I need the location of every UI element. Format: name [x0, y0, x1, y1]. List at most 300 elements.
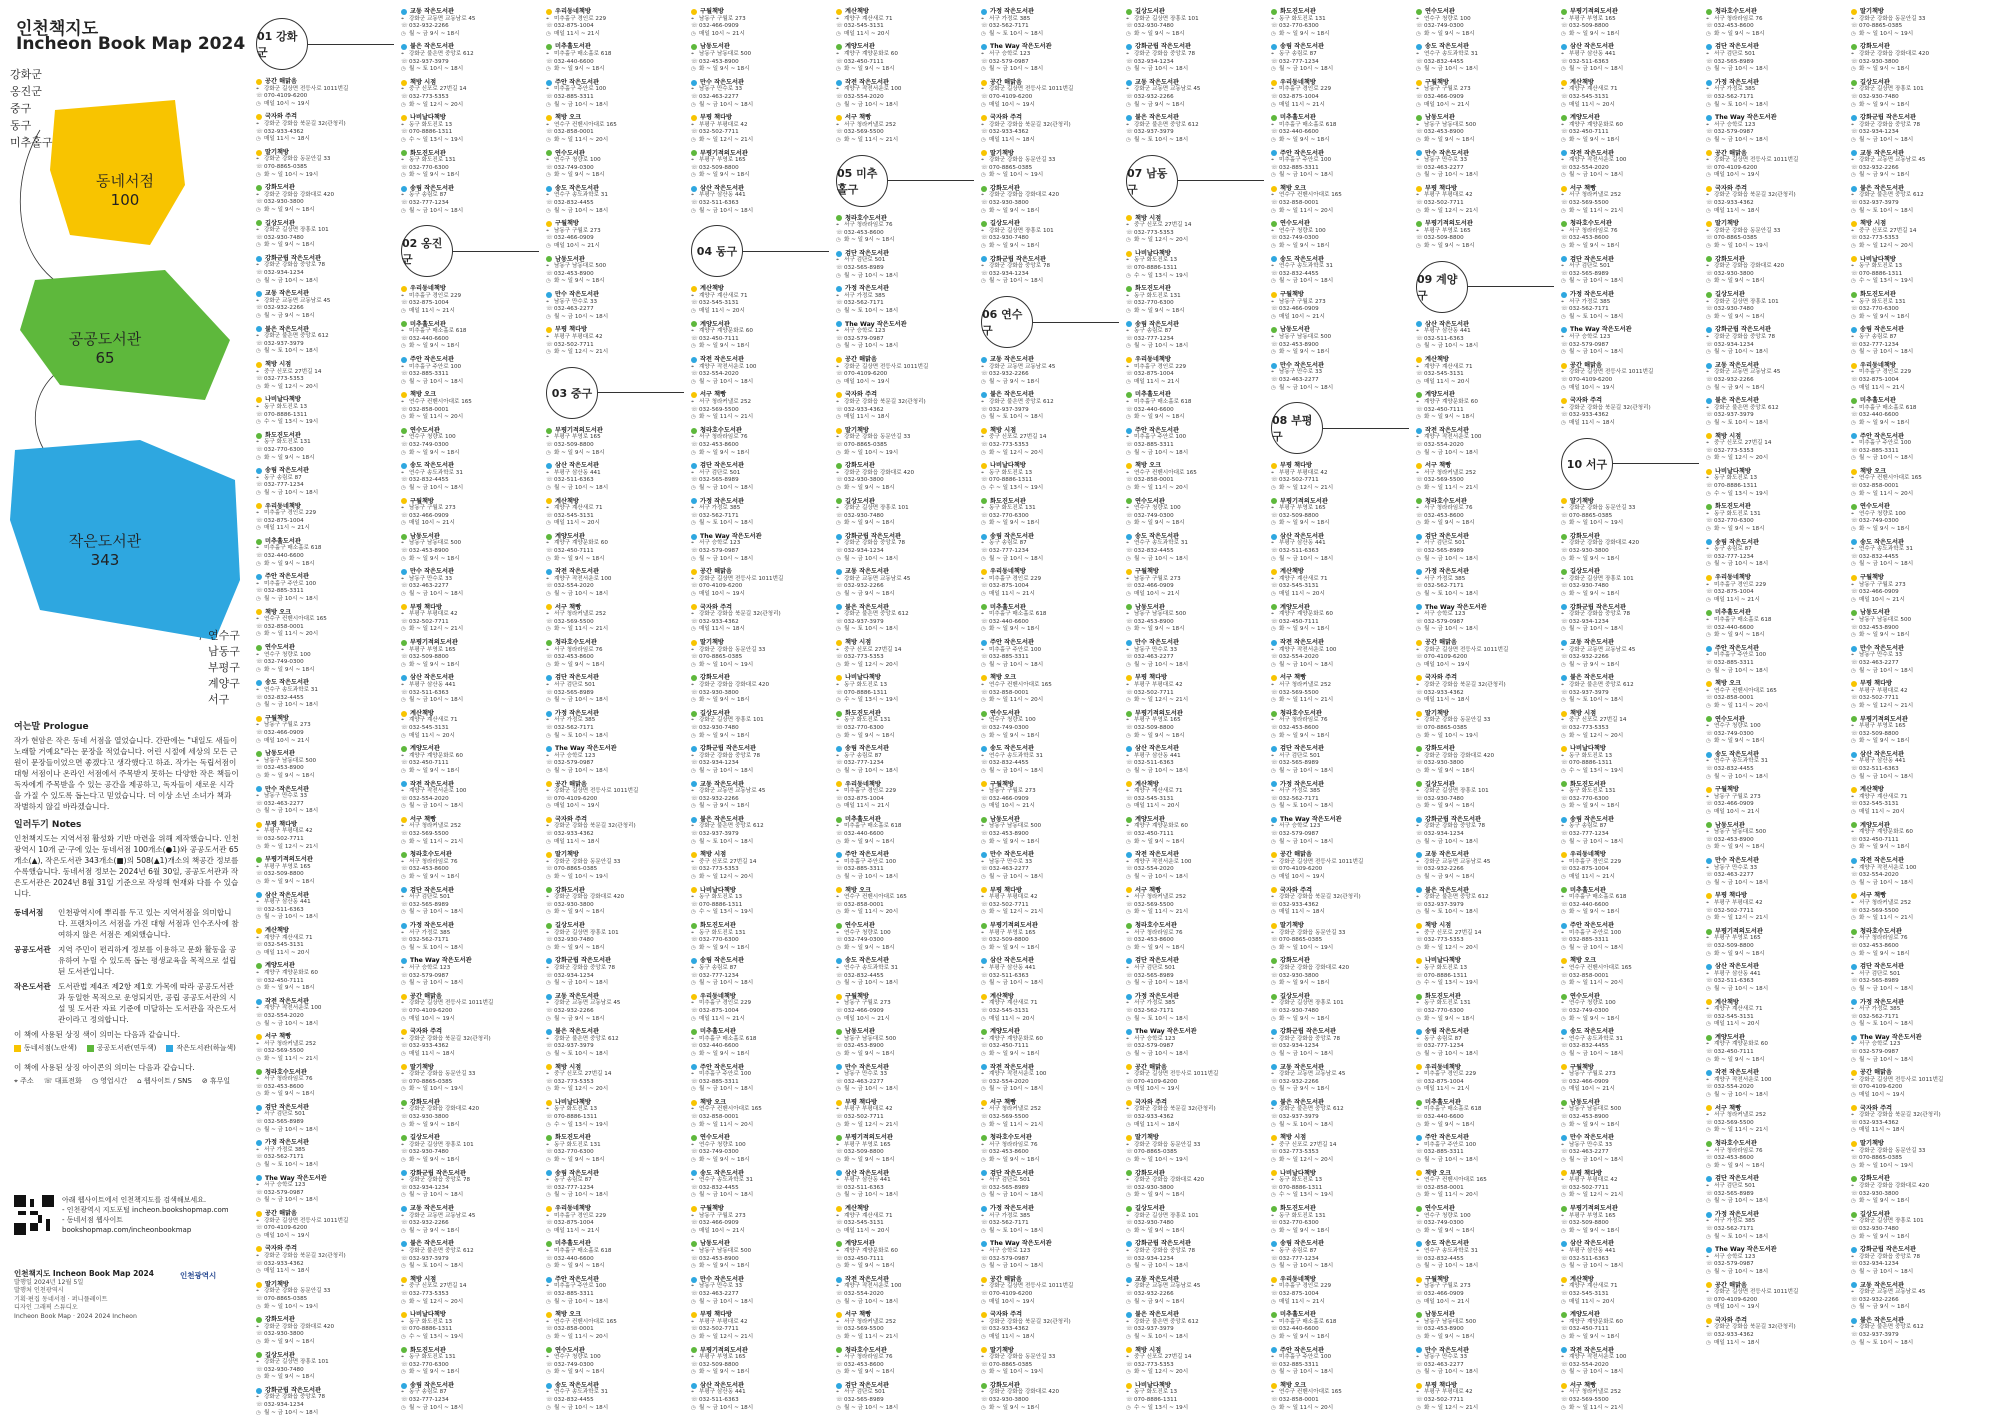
- place-phone[interactable]: ☏ 032-777-1234: [1851, 341, 1899, 348]
- place-phone[interactable]: ☏ 032-770-6300: [1706, 518, 1754, 525]
- list-item[interactable]: [691, 1347, 829, 1377]
- place-phone[interactable]: ☏ 032-934-1234: [256, 270, 304, 277]
- list-item[interactable]: [1271, 922, 1409, 952]
- place-phone[interactable]: ☏ 032-450-7111: [981, 1043, 1029, 1050]
- list-item[interactable]: [256, 255, 394, 285]
- place-phone[interactable]: ☏ 032-832-4455: [691, 1184, 739, 1191]
- list-item[interactable]: [1561, 220, 1699, 250]
- list-item[interactable]: [1561, 150, 1699, 180]
- place-phone[interactable]: ☏ 070-8886-1311: [1126, 1397, 1178, 1404]
- list-item[interactable]: [981, 639, 1119, 669]
- place-phone[interactable]: ☏ 032-569-5500: [1706, 1119, 1754, 1126]
- list-item[interactable]: [691, 1134, 829, 1164]
- place-phone[interactable]: ☏ 032-502-7711: [691, 129, 739, 136]
- place-phone[interactable]: ☏ 032-569-5500: [691, 406, 739, 413]
- place-phone[interactable]: ☏ 032-545-3131: [1706, 1013, 1754, 1020]
- place-phone[interactable]: ☏ 032-545-3131: [981, 1007, 1029, 1014]
- list-item[interactable]: [1851, 1282, 1989, 1312]
- place-phone[interactable]: ☏ 032-502-7711: [1271, 477, 1319, 484]
- place-phone[interactable]: ☏ 032-934-1234: [1126, 1255, 1174, 1262]
- place-phone[interactable]: ☏ 032-858-0001: [1561, 972, 1609, 979]
- list-item[interactable]: [546, 291, 684, 321]
- place-phone[interactable]: ☏ 032-545-3131: [1416, 371, 1464, 378]
- list-item[interactable]: [1561, 114, 1699, 144]
- place-phone[interactable]: ☏ 032-777-1234: [1271, 1255, 1319, 1262]
- list-item[interactable]: [1271, 1028, 1409, 1058]
- list-item[interactable]: [1561, 498, 1699, 528]
- place-phone[interactable]: ☏ 070-8886-1311: [836, 689, 888, 696]
- place-phone[interactable]: ☏ 032-509-8800: [1706, 942, 1754, 949]
- list-item[interactable]: [1851, 1105, 1989, 1135]
- list-item[interactable]: [1126, 781, 1264, 811]
- list-item[interactable]: [1706, 892, 1844, 922]
- list-item[interactable]: [1126, 498, 1264, 528]
- list-item[interactable]: [546, 568, 684, 598]
- list-item[interactable]: [256, 962, 394, 992]
- list-item[interactable]: [1851, 397, 1989, 427]
- place-phone[interactable]: ☏ 032-858-0001: [1416, 1184, 1464, 1191]
- place-phone[interactable]: ☏ 032-885-3311: [1271, 164, 1319, 171]
- place-phone[interactable]: ☏ 032-554-2020: [1561, 164, 1609, 171]
- list-item[interactable]: [836, 1311, 974, 1341]
- list-item[interactable]: [401, 1205, 539, 1235]
- place-phone[interactable]: ☏ 032-440-6600: [1561, 901, 1609, 908]
- list-item[interactable]: [981, 1205, 1119, 1235]
- place-phone[interactable]: ☏ 032-875-1004: [1271, 93, 1319, 100]
- place-phone[interactable]: ☏ 032-875-1004: [1126, 371, 1174, 378]
- list-item[interactable]: [1561, 1205, 1699, 1235]
- list-item[interactable]: [546, 1134, 684, 1164]
- place-phone[interactable]: ☏ 032-770-6300: [1416, 1007, 1464, 1014]
- list-item[interactable]: [546, 710, 684, 740]
- place-phone[interactable]: ☏ 032-579-0987: [836, 335, 884, 342]
- place-phone[interactable]: ☏ 032-565-8989: [836, 1397, 884, 1404]
- place-phone[interactable]: ☏ 032-579-0987: [1126, 1043, 1174, 1050]
- list-item[interactable]: [1416, 150, 1554, 180]
- list-item[interactable]: [1851, 79, 1989, 109]
- place-phone[interactable]: ☏ 032-832-4455: [546, 1397, 594, 1404]
- place-phone[interactable]: ☏ 032-509-8800: [256, 871, 304, 878]
- place-phone[interactable]: ☏ 032-450-7111: [401, 760, 449, 767]
- place-phone[interactable]: ☏ 032-453-8600: [546, 654, 594, 661]
- list-item[interactable]: [981, 462, 1119, 492]
- place-phone[interactable]: ☏ 032-569-5500: [1851, 907, 1899, 914]
- place-phone[interactable]: ☏ 032-930-7480: [836, 512, 884, 519]
- place-phone[interactable]: ☏ 032-554-2020: [1851, 872, 1899, 879]
- place-phone[interactable]: ☏ 032-932-2266: [401, 23, 449, 30]
- list-item[interactable]: [1271, 79, 1409, 109]
- list-item[interactable]: [1271, 1240, 1409, 1270]
- list-item[interactable]: [1851, 1069, 1989, 1099]
- place-phone[interactable]: ☏ 032-858-0001: [1706, 695, 1754, 702]
- place-phone[interactable]: ☏ 070-8886-1311: [256, 411, 308, 418]
- place-phone[interactable]: ☏ 032-450-7111: [1416, 406, 1464, 413]
- list-item[interactable]: [1271, 1170, 1409, 1200]
- place-phone[interactable]: ☏ 032-579-0987: [1706, 1261, 1754, 1268]
- place-phone[interactable]: ☏ 032-930-7480: [1416, 795, 1464, 802]
- list-item[interactable]: [981, 568, 1119, 598]
- list-item[interactable]: [691, 185, 829, 215]
- list-item[interactable]: [1851, 185, 1989, 215]
- list-item[interactable]: [256, 1139, 394, 1169]
- list-item[interactable]: [1706, 503, 1844, 533]
- place-phone[interactable]: ☏ 032-937-3979: [1126, 129, 1174, 136]
- place-phone[interactable]: ☏ 070-4109-6200: [981, 93, 1033, 100]
- list-item[interactable]: [1416, 816, 1554, 846]
- list-item[interactable]: [1126, 1240, 1264, 1270]
- list-item[interactable]: [1706, 822, 1844, 852]
- place-phone[interactable]: ☏ 032-930-7480: [256, 234, 304, 241]
- place-phone[interactable]: ☏ 032-502-7711: [1416, 200, 1464, 207]
- place-phone[interactable]: ☏ 032-453-8600: [1126, 937, 1174, 944]
- place-phone[interactable]: ☏ 032-770-6300: [1271, 1220, 1319, 1227]
- list-item[interactable]: [1706, 1105, 1844, 1135]
- list-item[interactable]: [836, 250, 974, 280]
- list-item[interactable]: [401, 922, 539, 952]
- place-phone[interactable]: ☏ 070-8886-1311: [546, 1114, 598, 1121]
- list-item[interactable]: [546, 427, 684, 457]
- list-item[interactable]: [546, 220, 684, 250]
- place-phone[interactable]: ☏ 032-930-3800: [256, 199, 304, 206]
- list-item[interactable]: [836, 285, 974, 315]
- list-item[interactable]: [401, 391, 539, 421]
- list-item[interactable]: [256, 821, 394, 851]
- place-phone[interactable]: ☏ 032-885-3311: [1416, 1149, 1464, 1156]
- list-item[interactable]: [1271, 43, 1409, 73]
- place-phone[interactable]: ☏ 032-933-4362: [546, 831, 594, 838]
- place-phone[interactable]: ☏ 032-565-8989: [1561, 270, 1609, 277]
- list-item[interactable]: [836, 114, 974, 144]
- list-item[interactable]: [1851, 822, 1989, 852]
- list-item[interactable]: [1706, 1140, 1844, 1170]
- place-phone[interactable]: ☏ 032-466-0909: [1706, 801, 1754, 808]
- place-phone[interactable]: ☏ 032-509-8800: [981, 937, 1029, 944]
- list-item[interactable]: [1561, 1170, 1699, 1200]
- place-phone[interactable]: ☏ 032-930-7480: [1271, 1007, 1319, 1014]
- place-phone[interactable]: ☏ 032-885-3311: [1706, 659, 1754, 666]
- list-item[interactable]: [1416, 568, 1554, 598]
- place-phone[interactable]: ☏ 032-770-6300: [836, 724, 884, 731]
- place-phone[interactable]: ☏ 032-463-2277: [1126, 654, 1174, 661]
- place-phone[interactable]: ☏ 070-8865-0385: [1851, 23, 1903, 30]
- list-item[interactable]: [1271, 781, 1409, 811]
- place-phone[interactable]: ☏ 032-875-1004: [546, 1220, 594, 1227]
- list-item[interactable]: [1706, 609, 1844, 639]
- place-phone[interactable]: ☏ 032-858-0001: [981, 689, 1029, 696]
- place-phone[interactable]: ☏ 032-569-5500: [546, 618, 594, 625]
- list-item[interactable]: [1561, 851, 1699, 881]
- place-phone[interactable]: ☏ 032-930-7480: [546, 937, 594, 944]
- list-item[interactable]: [691, 887, 829, 917]
- place-phone[interactable]: ☏ 032-502-7711: [1706, 907, 1754, 914]
- place-phone[interactable]: ☏ 032-832-4455: [981, 760, 1029, 767]
- place-phone[interactable]: ☏ 032-932-2266: [1851, 164, 1899, 171]
- place-phone[interactable]: ☏ 032-453-8600: [836, 229, 884, 236]
- list-item[interactable]: [401, 150, 539, 180]
- list-item[interactable]: [981, 114, 1119, 144]
- list-item[interactable]: [1416, 604, 1554, 634]
- list-item[interactable]: [401, 79, 539, 109]
- list-item[interactable]: [1706, 433, 1844, 463]
- list-item[interactable]: [836, 498, 974, 528]
- list-item[interactable]: [1126, 285, 1264, 315]
- list-item[interactable]: [1851, 256, 1989, 286]
- list-item[interactable]: [1561, 256, 1699, 286]
- list-item[interactable]: [401, 1134, 539, 1164]
- place-phone[interactable]: ☏ 070-4109-6200: [546, 795, 598, 802]
- place-phone[interactable]: ☏ 032-466-0909: [256, 729, 304, 736]
- list-item[interactable]: [401, 185, 539, 215]
- list-item[interactable]: [836, 462, 974, 492]
- list-item[interactable]: [1561, 362, 1699, 392]
- list-item[interactable]: [1706, 256, 1844, 286]
- list-item[interactable]: [1561, 185, 1699, 215]
- list-item[interactable]: [1126, 1382, 1264, 1412]
- list-item[interactable]: [1271, 114, 1409, 144]
- place-phone[interactable]: ☏ 032-937-3979: [1561, 689, 1609, 696]
- list-item[interactable]: [1561, 1134, 1699, 1164]
- place-phone[interactable]: ☏ 032-569-5500: [1271, 689, 1319, 696]
- place-phone[interactable]: ☏ 032-466-0909: [546, 235, 594, 242]
- place-phone[interactable]: ☏ 032-770-6300: [691, 937, 739, 944]
- place-phone[interactable]: ☏ 032-934-1234: [1416, 831, 1464, 838]
- list-item[interactable]: [401, 816, 539, 846]
- list-item[interactable]: [981, 220, 1119, 250]
- place-phone[interactable]: ☏ 032-937-3979: [1706, 412, 1754, 419]
- place-phone[interactable]: ☏ 032-937-3979: [836, 618, 884, 625]
- place-phone[interactable]: ☏ 032-502-7711: [981, 901, 1029, 908]
- place-phone[interactable]: ☏ 032-511-6363: [1416, 335, 1464, 342]
- list-item[interactable]: [1271, 1347, 1409, 1377]
- list-item[interactable]: [1416, 993, 1554, 1023]
- list-item[interactable]: [1271, 1205, 1409, 1235]
- place-phone[interactable]: ☏ 032-934-1234: [691, 760, 739, 767]
- place-phone[interactable]: ☏ 032-937-3979: [1126, 1326, 1174, 1333]
- list-item[interactable]: [1126, 1028, 1264, 1058]
- place-phone[interactable]: ☏ 032-749-0300: [546, 1361, 594, 1368]
- list-item[interactable]: [836, 391, 974, 421]
- place-phone[interactable]: ☏ 032-832-4455: [401, 477, 449, 484]
- list-item[interactable]: [1851, 1034, 1989, 1064]
- list-item[interactable]: [1126, 114, 1264, 144]
- place-phone[interactable]: ☏ 032-463-2277: [546, 306, 594, 313]
- place-phone[interactable]: ☏ 032-934-1234: [546, 972, 594, 979]
- list-item[interactable]: [1271, 533, 1409, 563]
- place-phone[interactable]: ☏ 032-832-4455: [1416, 1255, 1464, 1262]
- list-item[interactable]: [256, 113, 394, 143]
- list-item[interactable]: [836, 993, 974, 1023]
- list-item[interactable]: [1126, 250, 1264, 280]
- place-phone[interactable]: ☏ 032-832-4455: [546, 200, 594, 207]
- list-item[interactable]: [1416, 887, 1554, 917]
- place-phone[interactable]: ☏ 032-930-7480: [1126, 1220, 1174, 1227]
- place-phone[interactable]: ☏ 032-466-0909: [401, 512, 449, 519]
- place-phone[interactable]: ☏ 032-453-8900: [691, 1255, 739, 1262]
- place-phone[interactable]: ☏ 032-930-3800: [256, 1331, 304, 1338]
- list-item[interactable]: [1416, 922, 1554, 952]
- list-item[interactable]: [1851, 362, 1989, 392]
- place-phone[interactable]: ☏ 032-450-7111: [836, 58, 884, 65]
- list-item[interactable]: [546, 326, 684, 356]
- list-item[interactable]: [401, 745, 539, 775]
- place-phone[interactable]: ☏ 032-777-1234: [401, 200, 449, 207]
- list-item[interactable]: [836, 957, 974, 987]
- list-item[interactable]: [1561, 1382, 1699, 1412]
- list-item[interactable]: [1271, 993, 1409, 1023]
- list-item[interactable]: [1706, 397, 1844, 427]
- place-phone[interactable]: ☏ 032-937-3979: [1416, 901, 1464, 908]
- list-item[interactable]: [691, 150, 829, 180]
- place-phone[interactable]: ☏ 070-8865-0385: [546, 866, 598, 873]
- list-item[interactable]: [546, 185, 684, 215]
- place-phone[interactable]: ☏ 032-466-0909: [691, 1220, 739, 1227]
- list-item[interactable]: [981, 150, 1119, 180]
- list-item[interactable]: [836, 816, 974, 846]
- place-phone[interactable]: ☏ 032-932-2266: [836, 583, 884, 590]
- list-item[interactable]: [836, 8, 974, 38]
- list-item[interactable]: [1851, 291, 1989, 321]
- place-phone[interactable]: ☏ 032-930-3800: [1416, 760, 1464, 767]
- place-phone[interactable]: ☏ 032-440-6600: [546, 1255, 594, 1262]
- place-phone[interactable]: ☏ 032-885-3311: [1561, 937, 1609, 944]
- place-phone[interactable]: ☏ 032-932-2266: [1126, 1290, 1174, 1297]
- place-phone[interactable]: ☏ 032-875-1004: [1271, 1290, 1319, 1297]
- place-phone[interactable]: ☏ 032-832-4455: [1416, 58, 1464, 65]
- place-phone[interactable]: ☏ 032-545-3131: [546, 512, 594, 519]
- list-item[interactable]: [256, 1316, 394, 1346]
- place-phone[interactable]: ☏ 032-770-6300: [1561, 795, 1609, 802]
- list-item[interactable]: [256, 149, 394, 179]
- place-phone[interactable]: ☏ 032-579-0987: [981, 1255, 1029, 1262]
- list-item[interactable]: [1126, 356, 1264, 386]
- place-phone[interactable]: ☏ 032-858-0001: [1271, 1397, 1319, 1404]
- list-item[interactable]: [1126, 215, 1264, 245]
- place-phone[interactable]: ☏ 032-777-1234: [836, 760, 884, 767]
- place-phone[interactable]: ☏ 032-565-8989: [836, 265, 884, 272]
- place-phone[interactable]: ☏ 032-509-8800: [1416, 235, 1464, 242]
- list-item[interactable]: [691, 781, 829, 811]
- list-item[interactable]: [1706, 539, 1844, 569]
- list-item[interactable]: [256, 326, 394, 356]
- list-item[interactable]: [981, 887, 1119, 917]
- list-item[interactable]: [1126, 1170, 1264, 1200]
- list-item[interactable]: [1706, 1034, 1844, 1064]
- list-item[interactable]: [691, 462, 829, 492]
- place-phone[interactable]: ☏ 032-554-2020: [981, 1078, 1029, 1085]
- place-phone[interactable]: ☏ 032-565-8989: [1126, 972, 1174, 979]
- place-phone[interactable]: ☏ 032-885-3311: [1851, 447, 1899, 454]
- place-phone[interactable]: ☏ 032-832-4455: [1271, 270, 1319, 277]
- place-phone[interactable]: ☏ 070-8865-0385: [836, 441, 888, 448]
- place-phone[interactable]: ☏ 032-440-6600: [1851, 412, 1899, 419]
- place-phone[interactable]: ☏ 032-770-6300: [546, 1149, 594, 1156]
- place-phone[interactable]: ☏ 032-579-0987: [1561, 341, 1609, 348]
- list-item[interactable]: [836, 1205, 974, 1235]
- place-phone[interactable]: ☏ 032-932-2266: [546, 1007, 594, 1014]
- list-item[interactable]: [981, 1170, 1119, 1200]
- list-item[interactable]: [1706, 716, 1844, 746]
- list-item[interactable]: [1416, 185, 1554, 215]
- list-item[interactable]: [836, 674, 974, 704]
- list-item[interactable]: [1416, 1347, 1554, 1377]
- place-phone[interactable]: ☏ 032-875-1004: [691, 1007, 739, 1014]
- place-phone[interactable]: ☏ 070-4109-6200: [1271, 866, 1323, 873]
- place-phone[interactable]: ☏ 032-749-0300: [1851, 518, 1899, 525]
- place-phone[interactable]: ☏ 032-453-8600: [1851, 942, 1899, 949]
- place-phone[interactable]: ☏ 032-450-7111: [1851, 836, 1899, 843]
- list-item[interactable]: [1126, 79, 1264, 109]
- place-phone[interactable]: ☏ 070-8886-1311: [401, 1326, 453, 1333]
- list-item[interactable]: [1851, 963, 1989, 993]
- list-item[interactable]: [1416, 957, 1554, 987]
- list-item[interactable]: [1271, 674, 1409, 704]
- place-phone[interactable]: ☏ 032-858-0001: [836, 901, 884, 908]
- place-phone[interactable]: ☏ 032-511-6363: [1561, 58, 1609, 65]
- place-phone[interactable]: ☏ 032-934-1234: [981, 270, 1029, 277]
- place-phone[interactable]: ☏ 032-937-3979: [691, 831, 739, 838]
- list-item[interactable]: [1271, 362, 1409, 392]
- list-item[interactable]: [836, 1276, 974, 1306]
- place-phone[interactable]: ☏ 032-770-6300: [401, 164, 449, 171]
- place-phone[interactable]: ☏ 032-562-7171: [1706, 1225, 1754, 1232]
- list-item[interactable]: [1126, 710, 1264, 740]
- list-item[interactable]: [1416, 851, 1554, 881]
- place-phone[interactable]: ☏ 032-885-3311: [401, 371, 449, 378]
- list-item[interactable]: [691, 1382, 829, 1412]
- list-item[interactable]: [1851, 503, 1989, 533]
- place-phone[interactable]: ☏ 032-453-8900: [981, 831, 1029, 838]
- place-phone[interactable]: ☏ 032-932-2266: [691, 795, 739, 802]
- place-phone[interactable]: ☏ 032-545-3131: [1561, 1290, 1609, 1297]
- list-item[interactable]: [1851, 680, 1989, 710]
- place-phone[interactable]: ☏ 032-773-5353: [1851, 235, 1899, 242]
- list-item[interactable]: [836, 851, 974, 881]
- place-phone[interactable]: ☏ 032-562-7171: [1851, 1013, 1899, 1020]
- place-phone[interactable]: ☏ 032-934-1234: [1561, 618, 1609, 625]
- place-phone[interactable]: ☏ 032-749-0300: [1126, 512, 1174, 519]
- qr-link[interactable]: - 동네서점 웹사이트 bookshopmap.com/incheonbookmap: [62, 1216, 192, 1234]
- place-phone[interactable]: ☏ 032-930-3800: [1706, 270, 1754, 277]
- list-item[interactable]: [546, 1099, 684, 1129]
- list-item[interactable]: [256, 396, 394, 426]
- list-item[interactable]: [836, 1028, 974, 1058]
- list-item[interactable]: [1706, 1211, 1844, 1241]
- place-phone[interactable]: ☏ 032-777-1234: [401, 1397, 449, 1404]
- place-phone[interactable]: ☏ 032-885-3311: [1126, 441, 1174, 448]
- list-item[interactable]: [401, 533, 539, 563]
- place-phone[interactable]: ☏ 032-453-8900: [836, 1043, 884, 1050]
- list-item[interactable]: [981, 922, 1119, 952]
- list-item[interactable]: [836, 1099, 974, 1129]
- list-item[interactable]: [256, 78, 394, 108]
- place-phone[interactable]: ☏ 032-453-8600: [1706, 1155, 1754, 1162]
- place-phone[interactable]: ☏ 032-453-8600: [836, 1361, 884, 1368]
- list-item[interactable]: [256, 432, 394, 462]
- place-phone[interactable]: ☏ 070-8865-0385: [401, 1078, 453, 1085]
- list-item[interactable]: [1561, 533, 1699, 563]
- place-phone[interactable]: ☏ 032-502-7711: [1126, 689, 1174, 696]
- list-item[interactable]: [1561, 604, 1699, 634]
- list-item[interactable]: [1706, 185, 1844, 215]
- list-item[interactable]: [1561, 326, 1699, 356]
- place-phone[interactable]: ☏ 032-933-4362: [1851, 1119, 1899, 1126]
- list-item[interactable]: [401, 1276, 539, 1306]
- list-item[interactable]: [1561, 1276, 1699, 1306]
- list-item[interactable]: [836, 1382, 974, 1412]
- place-phone[interactable]: ☏ 032-562-7171: [1126, 1007, 1174, 1014]
- list-item[interactable]: [981, 185, 1119, 215]
- place-phone[interactable]: ☏ 070-4109-6200: [1706, 1296, 1758, 1303]
